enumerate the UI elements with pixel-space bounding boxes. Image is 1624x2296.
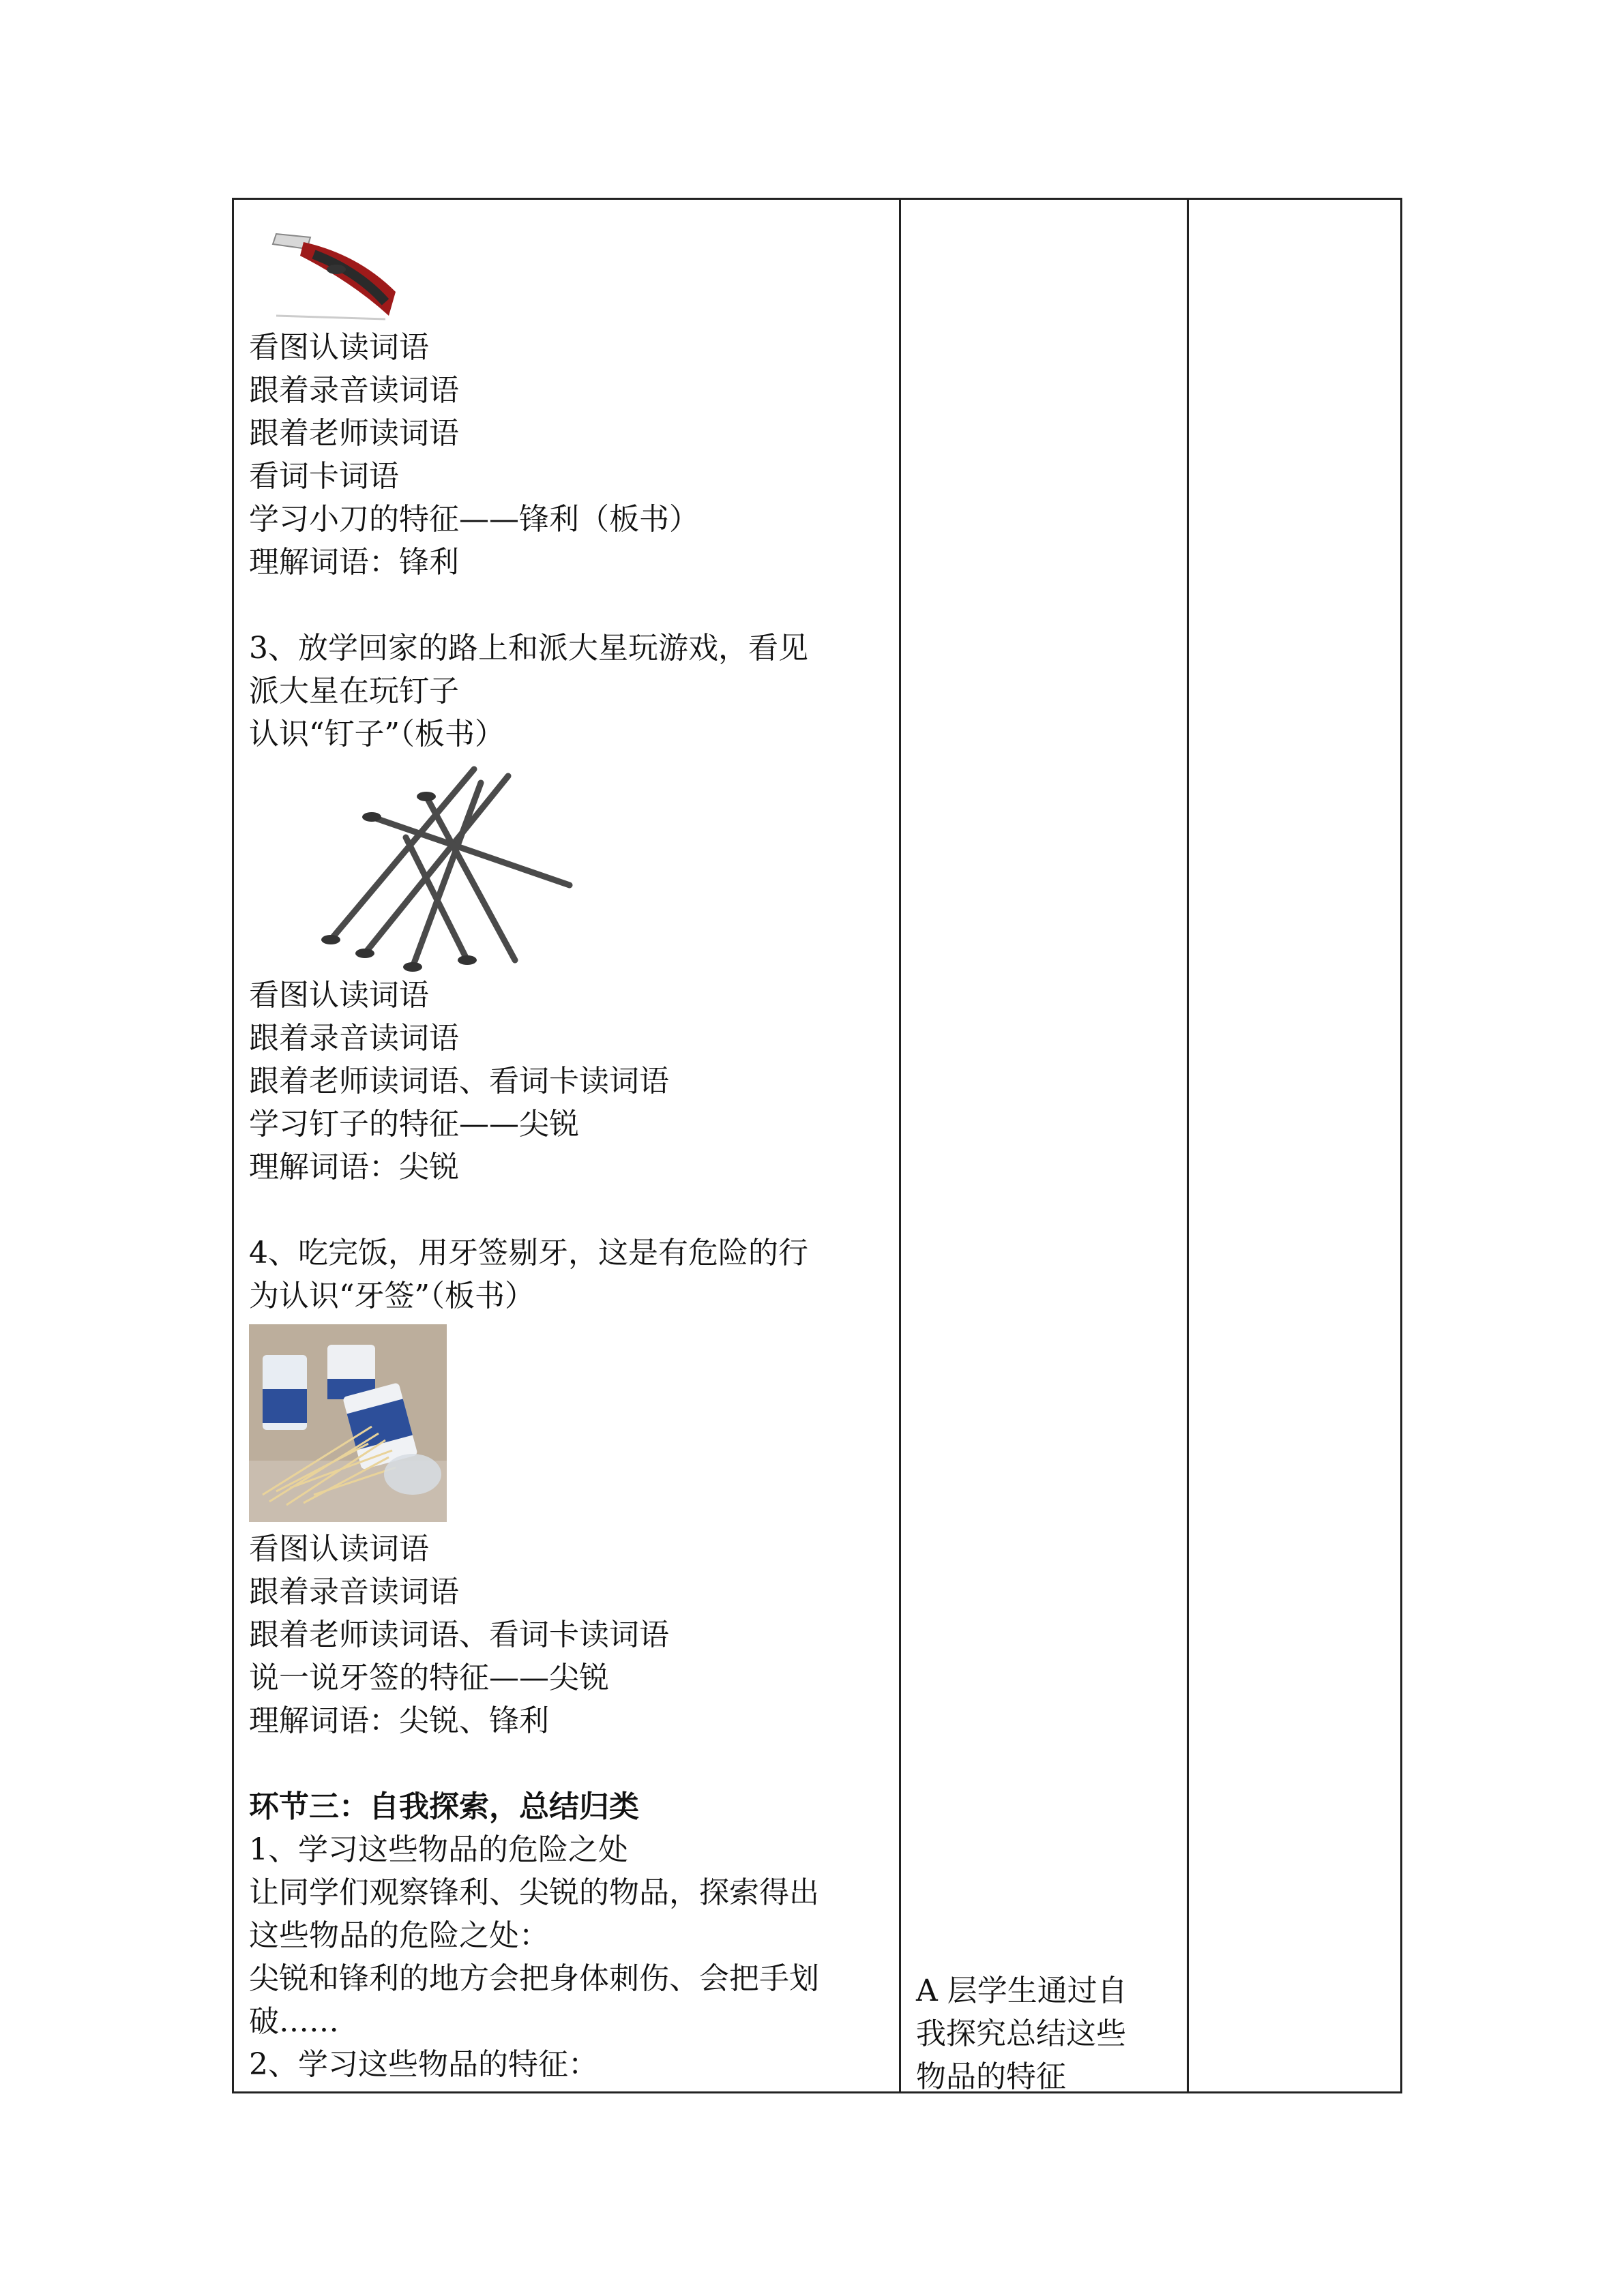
section-4-line: 4、吃完饭，用牙签剔牙，这是有危险的行 <box>249 1236 808 1270</box>
step-line: 看词卡词语 <box>249 459 399 494</box>
note-line: 我探究总结这些 <box>916 2016 1126 2051</box>
column-divider-2 <box>1187 200 1189 2091</box>
activity-column <box>249 207 897 2086</box>
section-3-line: 3、放学回家的路上和派大星玩游戏，看见 <box>249 631 808 666</box>
step-line: 破…… <box>249 2004 339 2039</box>
note-line: 物品的特征 <box>916 2059 1066 2094</box>
step-line: 看图认读词语 <box>249 1532 429 1566</box>
step-line: 跟着老师读词语、看词卡读词语 <box>249 1617 669 1652</box>
step-line: 看图认读词语 <box>249 978 429 1013</box>
step-line: 说一说牙签的特征——尖锐 <box>249 1660 609 1695</box>
step-line: 跟着老师读词语 <box>249 416 459 451</box>
step-line: 理解词语：锋利 <box>249 545 459 580</box>
step-line: 尖锐和锋利的地方会把身体刺伤、会把手划 <box>249 1961 819 1996</box>
step-line: 看图认读词语 <box>249 330 429 365</box>
toothpicks-image <box>249 1324 447 1522</box>
step-line: 让同学们观察锋利、尖锐的物品，探索得出 <box>249 1875 819 1910</box>
step-line: 跟着录音读词语 <box>249 1575 459 1609</box>
section-3-line: 认识“钉子”（板书） <box>249 717 505 751</box>
step-line: 学习小刀的特征——锋利（板书） <box>249 502 699 537</box>
step-line: 跟着录音读词语 <box>249 373 459 408</box>
note-line: A 层学生通过自 <box>916 1973 1127 2008</box>
nail-steps <box>249 974 897 1189</box>
step-line: 1、学习这些物品的危险之处 <box>249 1832 628 1867</box>
column-divider-1 <box>899 200 901 2091</box>
step-line: 2、学习这些物品的特征： <box>249 2047 598 2082</box>
lesson-plan-table <box>232 198 1402 2093</box>
step-line: 这些物品的危险之处： <box>249 1918 549 1953</box>
step-line: 学习钉子的特征——尖锐 <box>249 1107 579 1142</box>
section-3-line: 派大星在玩钉子 <box>249 674 459 709</box>
explore-steps <box>249 1828 897 2086</box>
section-heading: 环节三：自我探索，总结归类 <box>249 1789 639 1824</box>
toothpick-steps <box>249 1527 897 1742</box>
step-line: 理解词语：尖锐、锋利 <box>249 1703 549 1738</box>
step-line: 理解词语：尖锐 <box>249 1150 459 1184</box>
nails-image <box>290 756 590 974</box>
step-line: 跟着录音读词语 <box>249 1021 459 1056</box>
utility-knife-image <box>249 207 399 326</box>
knife-steps <box>249 326 897 584</box>
step-line: 跟着老师读词语、看词卡读词语 <box>249 1064 669 1099</box>
section-4-line: 为认识“牙签”（板书） <box>249 1279 535 1313</box>
differentiation-column <box>916 1969 1175 2098</box>
